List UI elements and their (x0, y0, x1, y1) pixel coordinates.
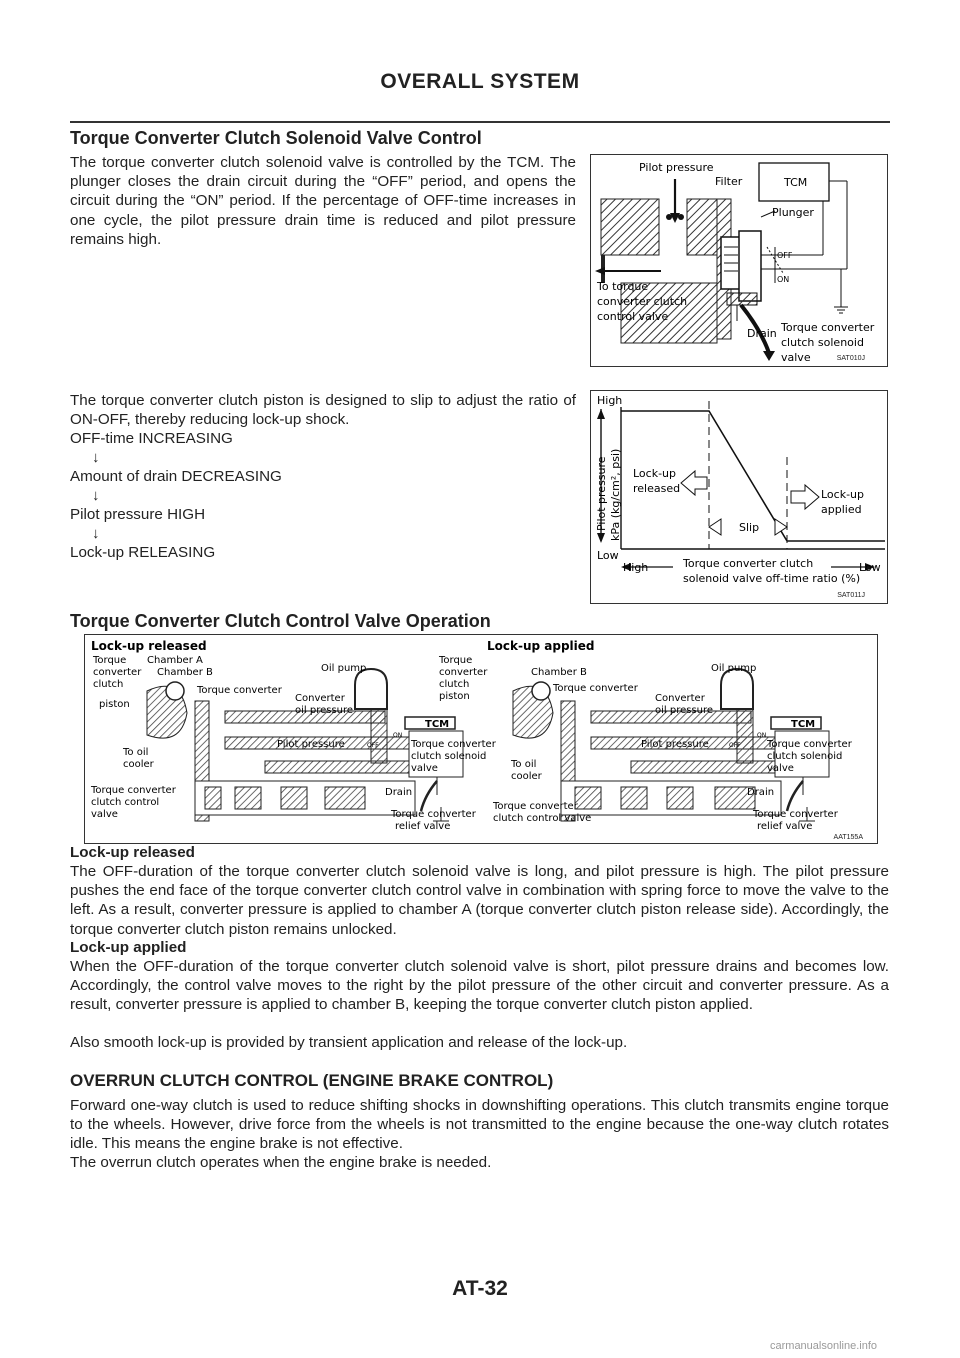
to-oil-label-1: To oil (123, 747, 149, 758)
tcc-piston-label-2: converter (439, 667, 488, 678)
chamber-b-label: Chamber B (531, 667, 587, 678)
pressure-graph-figure (590, 390, 888, 604)
lockup-diagram-figure (84, 634, 878, 844)
page-number: AT-32 (452, 1277, 508, 1300)
tcc-piston-label-1: Torque (439, 655, 473, 666)
on-label: ON (757, 732, 767, 739)
tcc-label-2: converter (93, 667, 142, 678)
filter-label: Filter (715, 175, 743, 188)
to-torque-label-3: control valve (597, 310, 669, 323)
x-axis-label-1: Torque converter clutch (683, 557, 814, 570)
applied-paragraph: When the OFF-duration of the torque converter clutch solenoid valve is short, pilot pressure drains and becomes low. Accordingly, the control valve moves to the right by the pilot pressure of the other circuit and converter pressure. As a result, converter pressure is applied to chamber B, keeping the torque converter clutch piston applied. (70, 958, 889, 1014)
overrun-paragraph: Forward one-way clutch is used to reduce shifting shocks in downshifting operations. This clutch transmits engine torque to the wheels. However, drive force from the wheels is not transmitted to the engine because the one-way clutch rotates idle. This means the engine brake is not effective. (70, 1097, 889, 1153)
to-torque-label-2: converter clutch (597, 295, 688, 308)
step-off-time: OFF-time INCREASING (70, 430, 233, 447)
released-heading: Lock-up released (91, 639, 207, 653)
released-paragraph: The OFF-duration of the torque converter clutch solenoid valve is long, and pilot pressure is high. The pilot pressure pushes the end face of the torque converter clutch control valve in combination with spring force to move the valve to the left. As a result, converter pressure is applied to chamber A (torque converter clutch piston release side). Accordingly, the torque converter clutch piston remains unlocked. (70, 863, 889, 938)
chamber-b-label: Chamber B (157, 667, 213, 678)
tcm-label: TCM (784, 176, 808, 189)
solenoid-label-1: Torque converter (781, 321, 875, 334)
solenoid-label-1: Torque converter (767, 739, 852, 750)
solenoid-label-3: valve (411, 763, 438, 774)
watermark: carmanualsonline.info (770, 1340, 878, 1352)
solenoid-label-2: clutch solenoid (781, 336, 864, 349)
step-drain: Amount of drain DECREASING (70, 468, 282, 485)
converter-label-1: Converter (295, 693, 345, 704)
chamber-a-label: Chamber A (147, 655, 203, 666)
y-low-label: Low (597, 549, 619, 562)
x-axis-label-2: solenoid valve off-time ratio (%) (683, 572, 861, 585)
released-label-2: released (633, 482, 681, 495)
tcc-label-1: Torque (93, 655, 127, 666)
y-high-label: High (597, 394, 623, 407)
applied-subheading: Lock-up applied (70, 939, 187, 956)
control-valve-label-1: Torque converter (91, 785, 176, 796)
off-label: OFF (777, 251, 793, 260)
relief-label-2: relief valve (757, 821, 813, 832)
to-torque-label-1: To torque (597, 280, 649, 293)
piston-label: piston (99, 699, 130, 710)
oil-pump-label: Oil pump (321, 663, 367, 674)
down-arrow-icon: ↓ (92, 449, 100, 466)
page-header: OVERALL SYSTEM (380, 70, 580, 93)
step-pilot: Pilot pressure HIGH (70, 506, 206, 523)
x-low-label: Low (859, 561, 881, 574)
slip-label: Slip (739, 521, 760, 534)
drain-label: Drain (747, 327, 777, 340)
header-rule (70, 121, 890, 123)
torque-converter-label: Torque converter (553, 683, 638, 694)
solenoid-label-2: clutch solenoid (411, 751, 487, 762)
applied-label-1: Lock-up (821, 488, 865, 501)
down-arrow-icon: ↓ (92, 525, 100, 542)
tcc-label-3: clutch (93, 679, 124, 690)
step-lockup: Lock-up RELEASING (70, 544, 216, 561)
piston-paragraph: The torque converter clutch piston is designed to slip to adjust the ratio of ON-OFF, thereby reducing lock-up shock. (70, 392, 576, 429)
relief-label-1: Torque converter (391, 809, 476, 820)
figure-id: SAT010J (836, 355, 865, 362)
control-valve-label-2: clutch control (91, 797, 160, 808)
tcm-label: TCM (791, 719, 816, 730)
on-label: ON (393, 732, 403, 739)
pressure-graph-drawing (591, 391, 889, 605)
torque-converter-label: Torque converter (197, 685, 282, 696)
off-label: OFF (367, 742, 379, 749)
pilot-pressure-label: Pilot pressure (641, 739, 709, 750)
control-valve-label-1: Torque converter (493, 801, 578, 812)
control-valve-label-3: valve (91, 809, 118, 820)
off-label: OFF (729, 742, 741, 749)
converter-label-1: Converter (655, 693, 705, 704)
y-axis-label-1: Pilot pressure (595, 456, 608, 531)
solenoid-valve-drawing (591, 155, 889, 368)
converter-label-2: oil pressure (295, 705, 354, 716)
relief-label-1: Torque converter (753, 809, 838, 820)
pilot-pressure-label: Pilot pressure (277, 739, 345, 750)
y-axis-label-2: kPa (kg/cm², psi) (609, 448, 622, 541)
converter-label-2: oil pressure (655, 705, 714, 716)
down-arrow-icon: ↓ (92, 487, 100, 504)
oil-pump-label: Oil pump (711, 663, 757, 674)
solenoid-label-3: valve (767, 763, 794, 774)
overrun-paragraph-2: The overrun clutch operates when the engine brake is needed. (70, 1154, 492, 1171)
relief-label-2: relief valve (395, 821, 451, 832)
section-title-solenoid: Torque Converter Clutch Solenoid Valve Control (70, 128, 482, 148)
on-label: ON (777, 275, 790, 284)
section-title-overrun: OVERRUN CLUTCH CONTROL (ENGINE BRAKE CONTROL) (70, 1071, 554, 1090)
to-oil-label-2: cooler (511, 771, 542, 782)
pilot-pressure-label: Pilot pressure (639, 161, 714, 174)
figure-id: SAT011J (837, 592, 865, 599)
tcc-piston-label-3: clutch (439, 679, 470, 690)
to-oil-label-2: cooler (123, 759, 154, 770)
solenoid-valve-figure (590, 154, 888, 367)
control-valve-label-inline: clutch control valve (493, 813, 592, 824)
step-list (70, 429, 550, 562)
lockup-diagram-drawing (85, 635, 879, 845)
solenoid-paragraph: The torque converter clutch solenoid valve is controlled by the TCM. The plunger closes the drain circuit during the “OFF” period, and opens the circuit during the “ON” period. If the percentage of OFF-time increases in one cycle, the pilot pressure drain time is reduced and pilot pressure remains high. (70, 154, 576, 248)
applied-label-2: applied (821, 503, 862, 516)
drain-label: Drain (747, 787, 775, 798)
tcc-piston-label-4: piston (439, 691, 470, 702)
plunger-label: Plunger (772, 206, 814, 219)
solenoid-label-1: Torque converter (411, 739, 496, 750)
tcm-label: TCM (425, 719, 450, 730)
section-title-control-valve: Torque Converter Clutch Control Valve Operation (70, 611, 491, 631)
x-high-label: High (623, 561, 649, 574)
to-oil-label-1: To oil (511, 759, 537, 770)
applied-heading: Lock-up applied (487, 639, 595, 653)
solenoid-label-3: valve (781, 351, 811, 364)
drain-label: Drain (385, 787, 413, 798)
released-label-1: Lock-up (633, 467, 677, 480)
released-subheading: Lock-up released (70, 844, 195, 861)
smooth-lockup-paragraph: Also smooth lock-up is provided by transient application and release of the lock-up. (70, 1034, 628, 1051)
solenoid-label-2: clutch solenoid (767, 751, 843, 762)
figure-id: AAT155A (833, 834, 863, 841)
